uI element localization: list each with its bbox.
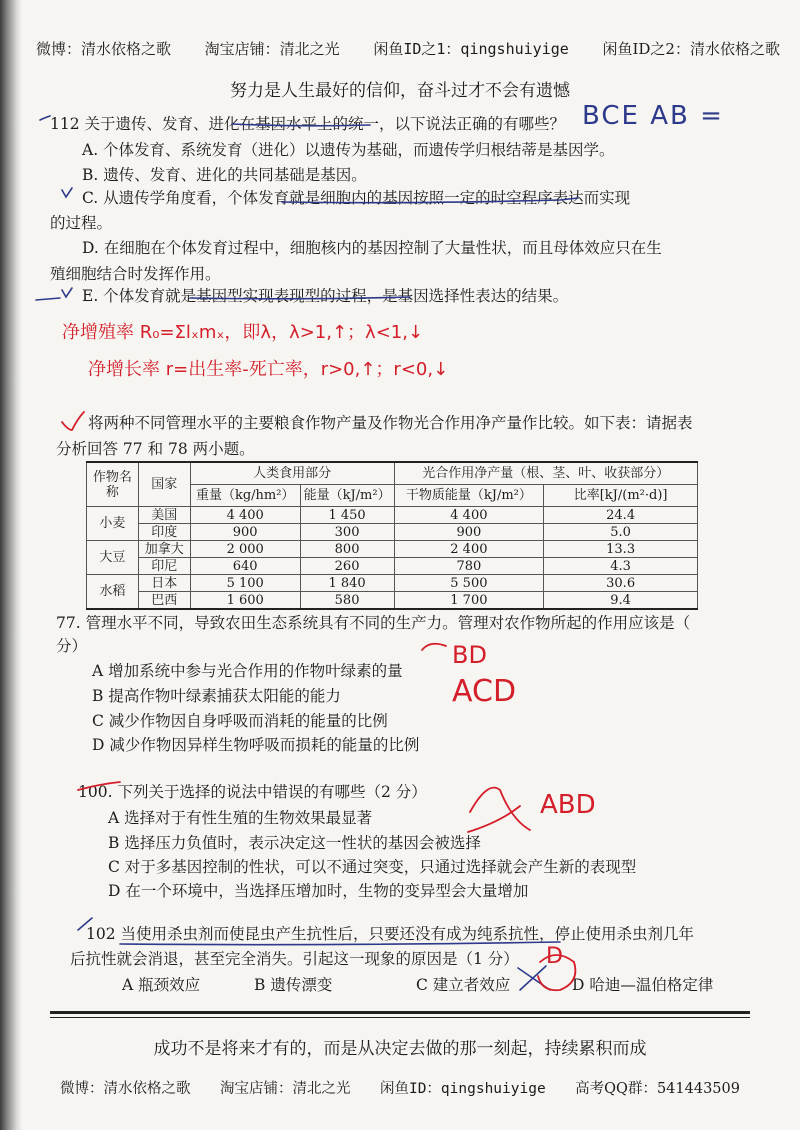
underline-112-e [190,297,410,299]
cell-dry: 1 700 [394,592,544,610]
handwritten-answer-77: ACD [452,674,517,709]
cell-dry: 780 [394,558,544,575]
th-ratio: 比率[kJ/(m²·d)] [544,485,698,507]
q112-option-e: E. 个体发育就是基因型实现表现型的过程，是基因选择性表达的结果。 [82,287,569,305]
cell-dry: 5 500 [394,575,544,592]
table-intro-line2: 分析回答 77 和 78 两小题。 [56,440,255,458]
q112-stem: 112 关于遗传、发育、进化在基因水平上的统一，以下说法正确的有哪些？ [50,115,566,133]
q112-option-b: B. 遗传、发育、进化的共同基础是基因。 [82,166,367,184]
circle-option-d-102 [538,955,575,990]
cell-energy: 800 [300,541,394,558]
cell-dry: 4 400 [394,507,544,524]
header-xianyu1: 闲鱼ID之1：qingshuiyige [373,40,569,58]
margin-check-112e [62,288,72,297]
cross-answer-100 [468,788,530,832]
q100-stem: 100. 下列关于选择的说法中错误的有哪些（2 分） [78,783,427,801]
cell-energy: 300 [300,524,394,541]
cell-crop: 小麦 [87,507,139,541]
underline-102 [120,942,560,945]
cell-country: 印度 [138,524,190,541]
cell-country: 日本 [138,575,190,592]
q112-option-c-cont: 的过程。 [50,214,113,232]
underline-112-level [232,124,370,126]
cell-weight: 900 [190,524,300,541]
q100-option-d: D 在一个环境中，当选择压增加时，生物的变异型会大量增加 [108,882,529,900]
cell-weight: 1 600 [190,592,300,610]
cell-country: 美国 [138,507,190,524]
q102-option-b: B 遗传漂变 [254,976,333,994]
cell-energy: 260 [300,558,394,575]
cell-ratio: 13.3 [544,541,698,558]
q102-stem: 102 当使用杀虫剂而使昆虫产生抗性后，只要还没有成为纯系抗性，停止使用杀虫剂几年 [86,925,695,943]
q77-stem-cont: 分） [56,637,88,655]
tick-77-a [422,644,446,650]
q77-stem: 77. 管理水平不同，导致农田生态系统具有不同的生产力。管理对农作物所起的作用应该是（ [56,614,691,632]
q77-option-d: D 减少作物因异样生物呼吸而损耗的能量的比例 [92,736,420,754]
q102-option-d: D 哈迪—温伯格定律 [572,976,714,994]
cell-dry: 900 [394,524,544,541]
motto-top: 努力是人生最好的信仰，奋斗过才不会有遗憾 [230,81,570,101]
check-mark-table [62,412,84,430]
cell-ratio: 30.6 [544,575,698,592]
margin-check-112c [62,188,72,197]
q112-option-d-cont: 殖细胞结合时发挥作用。 [50,265,221,283]
bracket-112-bottom [36,298,60,300]
footer-rule-thin [50,1017,750,1018]
q112-option-a: A. 个体发育、系统发育（进化）以遗传为基础，而遗传学归根结蒂是基因学。 [82,141,615,159]
footer-taobao: 淘宝店铺：清北之光 [219,1081,351,1097]
cell-ratio: 9.4 [544,592,698,610]
cell-weight: 4 400 [190,507,300,524]
cell-crop: 大豆 [87,541,139,575]
handwritten-note-r0: 净增殖率 R₀=Σlₓmₓ，即λ，λ>1,↑；λ<1,↓ [62,322,424,343]
cell-ratio: 5.0 [544,524,698,541]
strike-100-number [78,782,120,790]
handwritten-note-r: 净增长率 r=出生率-死亡率，r>0,↑；r<0,↓ [88,359,449,380]
page-footer [60,1077,740,1098]
cell-energy: 1 450 [300,507,394,524]
cell-country: 加拿大 [138,541,190,558]
header-weibo: 微博：清水依格之歌 [36,40,172,58]
th-crop: 作物名称 [87,462,139,507]
cell-weight: 2 000 [190,541,300,558]
handwritten-answer-102: D [546,944,563,969]
cell-country: 巴西 [138,592,190,610]
cell-country: 印尼 [138,558,190,575]
header-xianyu2: 闲鱼ID之2：清水依格之歌 [602,40,780,58]
footer-qq: 高考QQ群：541443509 [575,1081,740,1097]
th-energy: 能量（kJ/m²） [300,485,394,507]
footer-rule-thick [50,1011,750,1014]
cell-energy: 1 840 [300,575,394,592]
th-dry: 干物质能量（kJ/m²） [394,485,544,507]
th-photo: 光合作用净产量（根、茎、叶、收获部分） [394,462,697,485]
q100-option-c: C 对于多基因控制的性状，可以不通过突变，只通过选择就会产生新的表现型 [108,858,637,876]
th-food: 人类食用部分 [190,462,394,485]
th-country: 国家 [138,462,190,507]
q77-option-a: A 增加系统中参与光合作用的作物叶绿素的量 [92,662,403,680]
handwritten-answer-77-first: BD [452,641,487,669]
cell-weight: 5 100 [190,575,300,592]
q100-option-b: B 选择压力负值时，表示决定这一性状的基因会被选择 [108,834,481,852]
q102-stem-cont: 后抗性就会消退，甚至完全消失。引起这一现象的原因是（1 分） [70,950,519,968]
cell-ratio: 24.4 [544,507,698,524]
q112-option-c: C. 从遗传学角度看，个体发育就是细胞内的基因按照一定的时空程序表达而实现 [82,189,631,207]
q112-option-d: D. 在细胞在个体发育过程中，细胞核内的基因控制了大量性状，而且母体效应只在生 [82,239,662,257]
table-intro-line1: 将两种不同管理水平的主要粮食作物产量及作物光合作用净产量作比较。如下表：请据表 [88,414,693,432]
q77-option-c: C 减少作物因自身呼吸而消耗的能量的比例 [92,712,388,730]
footer-xianyu: 闲鱼ID：qingshuiyige [379,1081,546,1097]
handwritten-answer-100: ABD [540,790,596,820]
motto-bottom: 成功不是将来才有的，而是从决定去做的那一刻起，持续累积而成 [153,1039,647,1059]
bracket-112 [40,116,50,120]
cell-weight: 640 [190,558,300,575]
cell-energy: 580 [300,592,394,610]
q100-option-a: A 选择对于有性生殖的生物效果最显著 [108,809,373,827]
header-taobao: 淘宝店铺：清北之光 [204,40,340,58]
q77-option-b: B 提高作物叶绿素捕获太阳能的能力 [92,687,341,705]
underline-112-c [282,198,578,203]
cell-ratio: 4.3 [544,558,698,575]
handwritten-answer-112: BCE AB = [582,101,724,131]
cell-dry: 2 400 [394,541,544,558]
th-weight: 重量（kg/hm²） [190,485,300,507]
cell-crop: 水稻 [87,575,139,610]
q102-option-a: A 瓶颈效应 [122,976,201,994]
q102-option-c: C 建立者效应 [416,976,511,994]
mark-q102-number [78,918,92,930]
footer-weibo: 微博：清水依格之歌 [60,1081,191,1097]
